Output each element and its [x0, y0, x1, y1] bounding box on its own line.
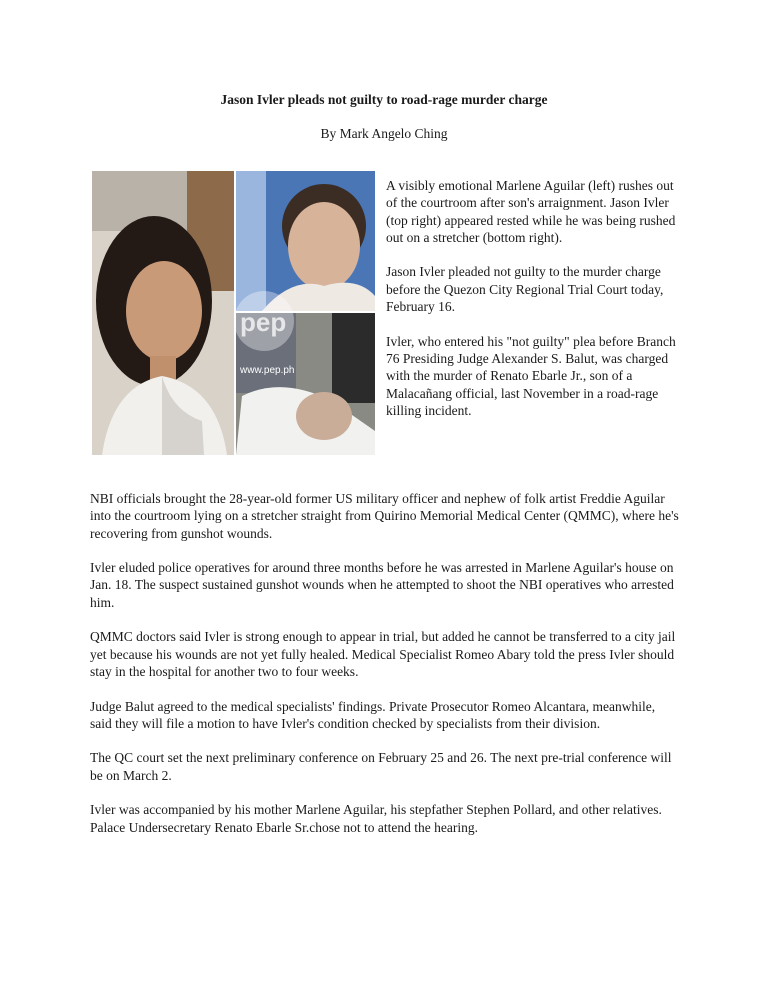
body-paragraph: Ivler eluded police operatives for around three months before he was arrested in Marlene Aguilar's house on Jan. 18. The suspect sustained gunshot wounds when he attempted to shoot the NBI operatives who arrested him.	[90, 560, 674, 610]
caption-paragraph: Jason Ivler pleaded not guilty to the murder charge before the Quezon City Regional Trial Court today, February 16.	[386, 264, 664, 315]
caption-column	[386, 177, 686, 436]
article-body	[90, 490, 680, 853]
body-paragraph: Judge Balut agreed to the medical specialists' findings. Private Prosecutor Romeo Alcantara, meanwhile, said they will file a motion to have Ivler's condition checked by specialists from their division.	[90, 698, 656, 731]
body-paragraph: NBI officials brought the 28-year-old former US military officer and nephew of folk artist Freddie Aguilar into the courtroom lying on a stretcher straight from Quirino Memorial Medical Center (QMMC), where he's recovering from gunshot wounds.	[90, 491, 679, 541]
body-paragraph: Ivler was accompanied by his mother Marlene Aguilar, his stepfather Stephen Pollard, and other relatives. Palace Undersecretary Renato Ebarle Sr.chose not to attend the hearing.	[90, 802, 662, 835]
body-paragraph: The QC court set the next preliminary conference on February 25 and 26. The next pre-trial conference will be on March 2.	[90, 750, 672, 783]
body-paragraph: QMMC doctors said Ivler is strong enough to appear in trial, but added he cannot be transferred to a city jail yet because his wounds are not yet fully healed. Medical Specialist Romeo Abary told the press Ivler should stay in the hospital for another two to four weeks.	[90, 629, 676, 679]
article-byline: By Mark Angelo Ching	[320, 126, 448, 141]
caption-paragraph: A visibly emotional Marlene Aguilar (left) rushes out of the courtroom after son's arraignment. Jason Ivler (top right) appeared rested while he was being rushed out on a stretcher (bottom right).	[386, 178, 676, 245]
caption-paragraph: Ivler, who entered his "not guilty" plea before Branch 76 Presiding Judge Alexander S. Balut, was charged with the murder of Renato Ebarle Jr., son of a Malacañang official, last November in a road-rage killing incident.	[386, 333, 676, 418]
pep-logo-text: pep	[240, 307, 287, 337]
watermark-text: www.pep.ph	[240, 365, 295, 376]
news-photo	[92, 171, 375, 455]
article-title: Jason Ivler pleads not guilty to road-rage murder charge	[220, 92, 548, 107]
